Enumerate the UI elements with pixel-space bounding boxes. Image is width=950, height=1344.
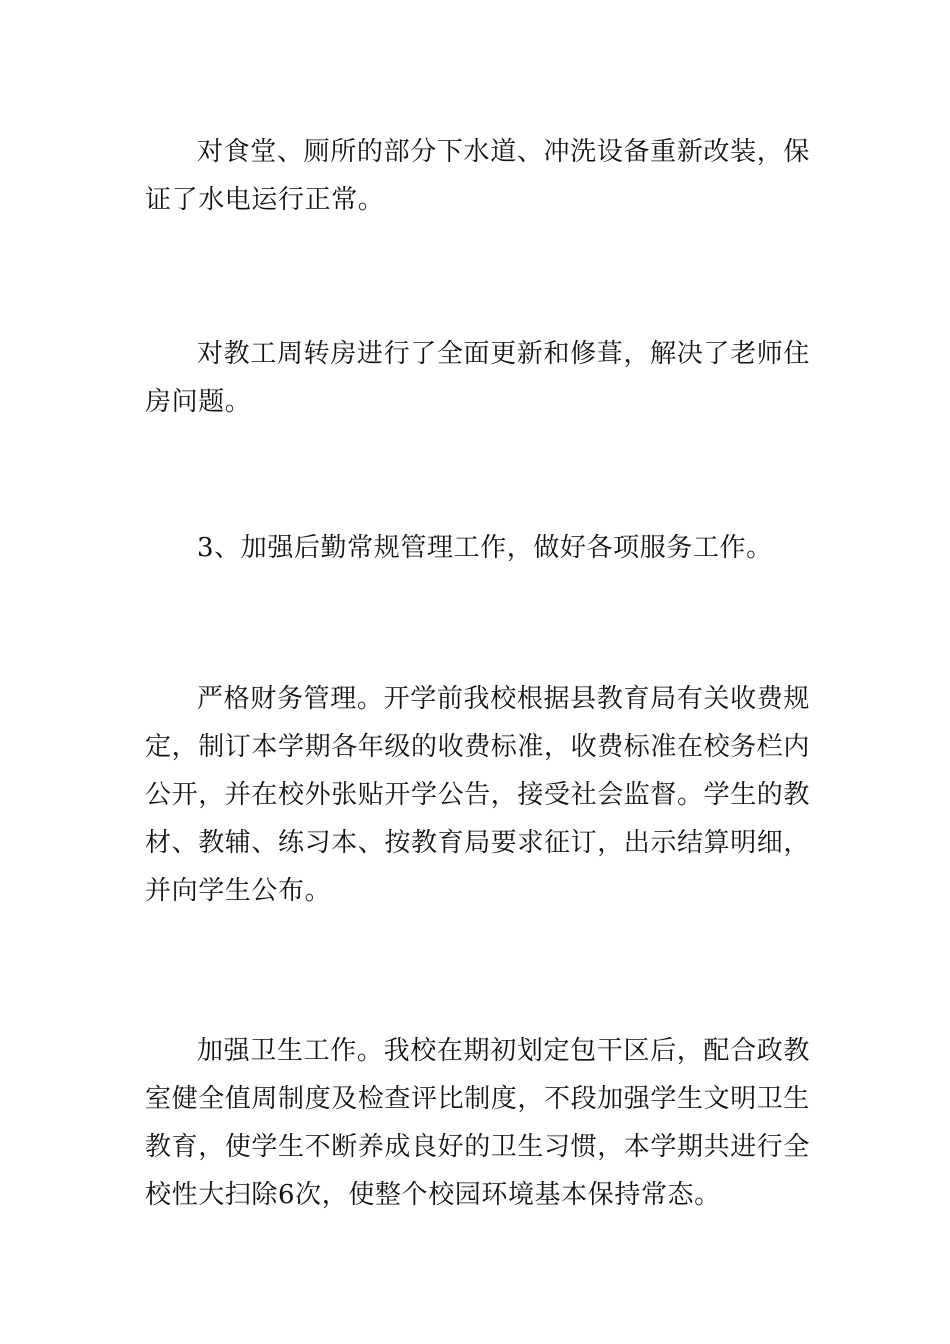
paragraph-hygiene-work: 加强卫生工作。我校在期初划定包干区后，配合政教室健全值周制度及检查评比制度，不段加强学生文明卫生教育，使学生不断养成良好的卫生习惯，本学期共进行全校性大扫除6次，使整个校园环境基本保持常态。 <box>145 1036 811 1210</box>
paragraph-canteen-renovation: 对食堂、厕所的部分下水道、冲洗设备重新改装，保证了水电运行正常。 <box>145 137 810 215</box>
paragraph-financial-management: 严格财务管理。开学前我校根据县教育局有关收费规定，制订本学期各年级的收费标准，收费标准在校务栏内公开，并在校外张贴开学公告，接受社会监督。学生的教材、教辅、练习本、按教育局要求征订，出示结算明细，并向学生公布。 <box>145 684 811 906</box>
section-heading-logistics: 3、加强后勤常规管理工作，做好各项服务工作。 <box>197 533 773 563</box>
paragraph-staff-housing: 对教工周转房进行了全面更新和修葺，解决了老师住房问题。 <box>145 339 810 417</box>
